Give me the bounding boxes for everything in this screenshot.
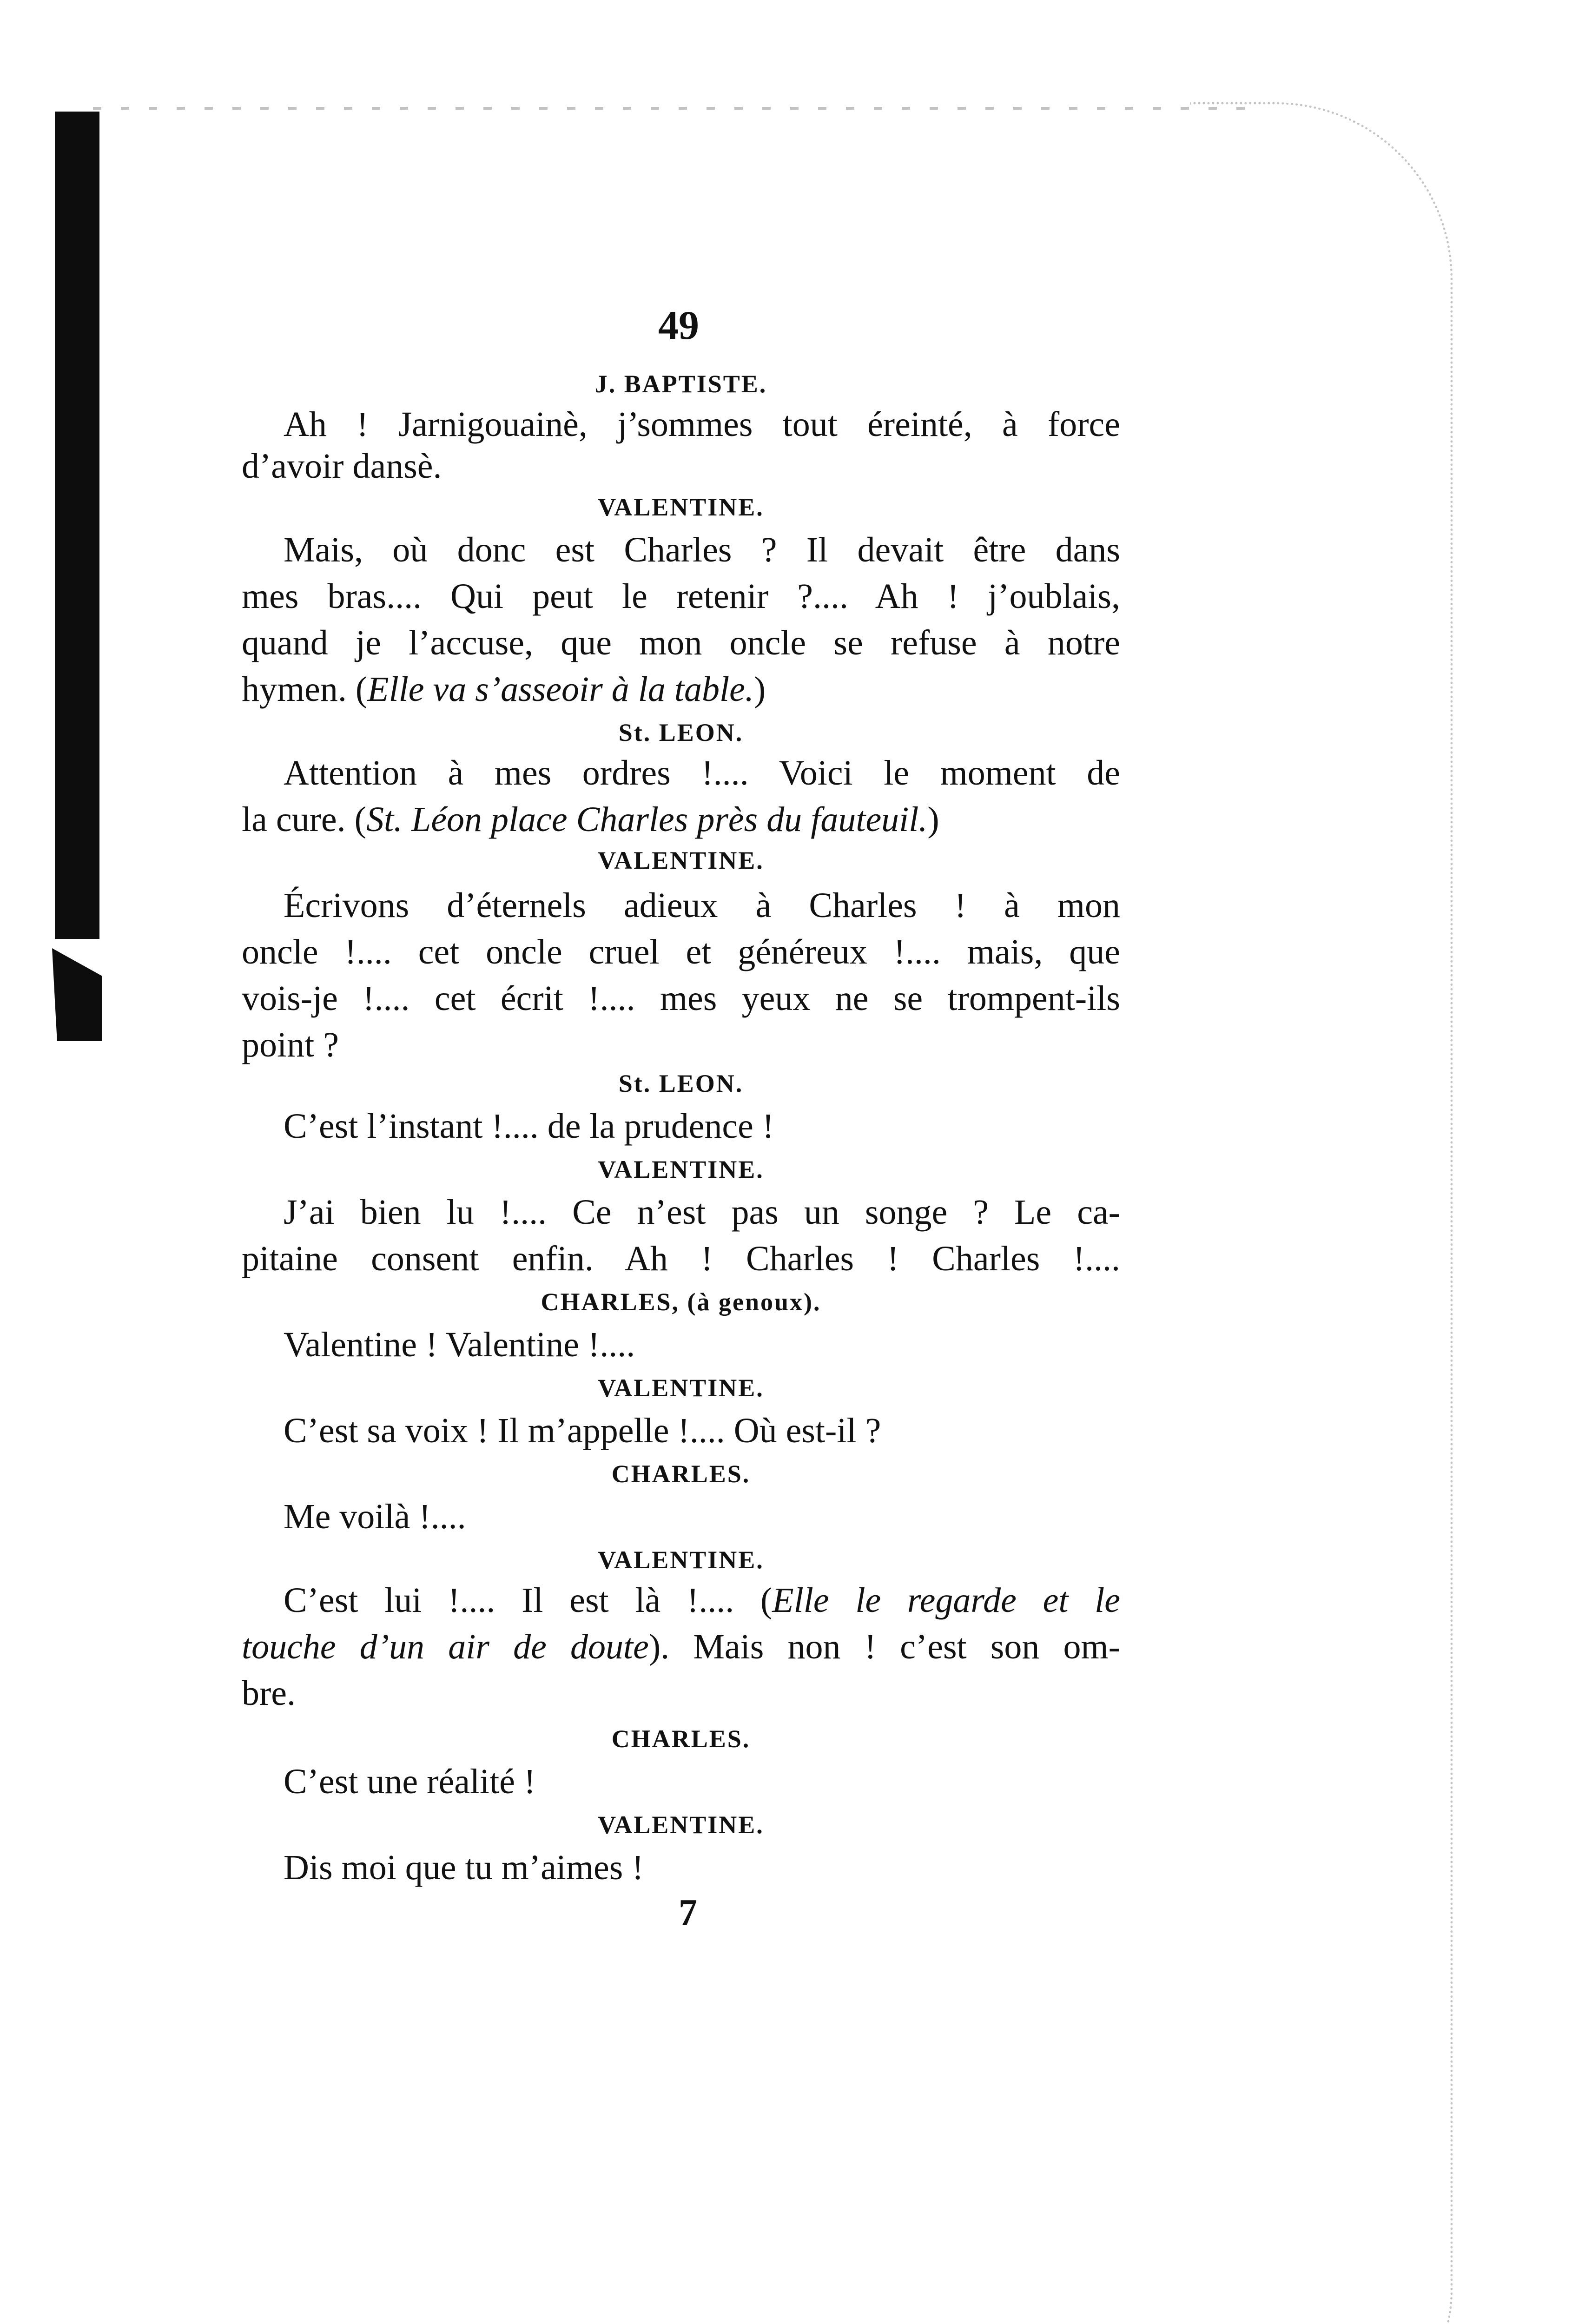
text-line: C’est l’instant !.... de la prudence !	[284, 1107, 774, 1146]
speaker-heading: VALENTINE.	[598, 1811, 764, 1839]
signature-mark: 7	[679, 1892, 697, 1933]
text-line: C’est sa voix ! Il m’appelle !.... Où est-il ?	[284, 1411, 881, 1450]
speaker-heading: VALENTINE.	[598, 1374, 764, 1402]
text-line: C’est lui !.... Il est là !.... (Elle le regarde et le	[284, 1581, 1120, 1620]
speaker-heading: CHARLES, (à genoux).	[541, 1288, 821, 1316]
text-line: oncle !.... cet oncle cruel et généreux !.... mais, que	[242, 932, 1120, 971]
text-line: d’avoir dansè.	[242, 447, 442, 486]
speaker-heading: CHARLES.	[611, 1725, 751, 1753]
binding-shadow-lower	[52, 948, 102, 1041]
top-edge-noise	[93, 107, 1255, 110]
speaker-heading: VALENTINE.	[598, 846, 764, 874]
text-line: mes bras.... Qui peut le retenir ?.... Ah ! j’oublais,	[242, 577, 1120, 616]
text-line: point ?	[242, 1025, 339, 1064]
text-line: la cure. (St. Léon place Charles près du fauteuil.)	[242, 800, 939, 839]
text-line: touche d’un air de doute). Mais non ! c’est son om-	[242, 1627, 1120, 1666]
text-line: Valentine ! Valentine !....	[284, 1325, 635, 1364]
text-line: J’ai bien lu !.... Ce n’est pas un songe ? Le ca-	[284, 1193, 1120, 1232]
text-line: Mais, où donc est Charles ? Il devait être dans	[284, 530, 1120, 569]
speaker-heading: St. LEON.	[618, 1070, 744, 1097]
text-line: C’est une réalité !	[284, 1762, 536, 1801]
text-line: Ah ! Jarnigouainè, j’sommes tout éreinté, à force	[284, 405, 1120, 444]
binding-shadow	[55, 112, 99, 939]
speaker-heading: St. LEON.	[618, 719, 744, 746]
text-line: Dis moi que tu m’aimes !	[284, 1848, 644, 1887]
speaker-heading: VALENTINE.	[598, 493, 764, 521]
speaker-heading: J. BAPTISTE.	[594, 370, 767, 398]
text-line: bre.	[242, 1674, 296, 1713]
text-line: pitaine consent enfin. Ah ! Charles ! Charles !....	[242, 1239, 1120, 1278]
page-edge-curve	[1190, 102, 1453, 2324]
speaker-heading: VALENTINE.	[598, 1546, 764, 1574]
text-line: Me voilà !....	[284, 1497, 466, 1536]
speaker-heading: CHARLES.	[611, 1460, 751, 1488]
text-line: quand je l’accuse, que mon oncle se refuse à notre	[242, 623, 1120, 662]
text-line: Attention à mes ordres !.... Voici le moment de	[284, 753, 1120, 792]
page-number: 49	[658, 303, 699, 348]
text-line: Écrivons d’éternels adieux à Charles ! à mon	[284, 886, 1120, 925]
text-line: hymen. (Elle va s’asseoir à la table.)	[242, 670, 766, 709]
speaker-heading: VALENTINE.	[598, 1155, 764, 1183]
text-line: vois-je !.... cet écrit !.... mes yeux ne se trompent-ils	[242, 979, 1120, 1018]
